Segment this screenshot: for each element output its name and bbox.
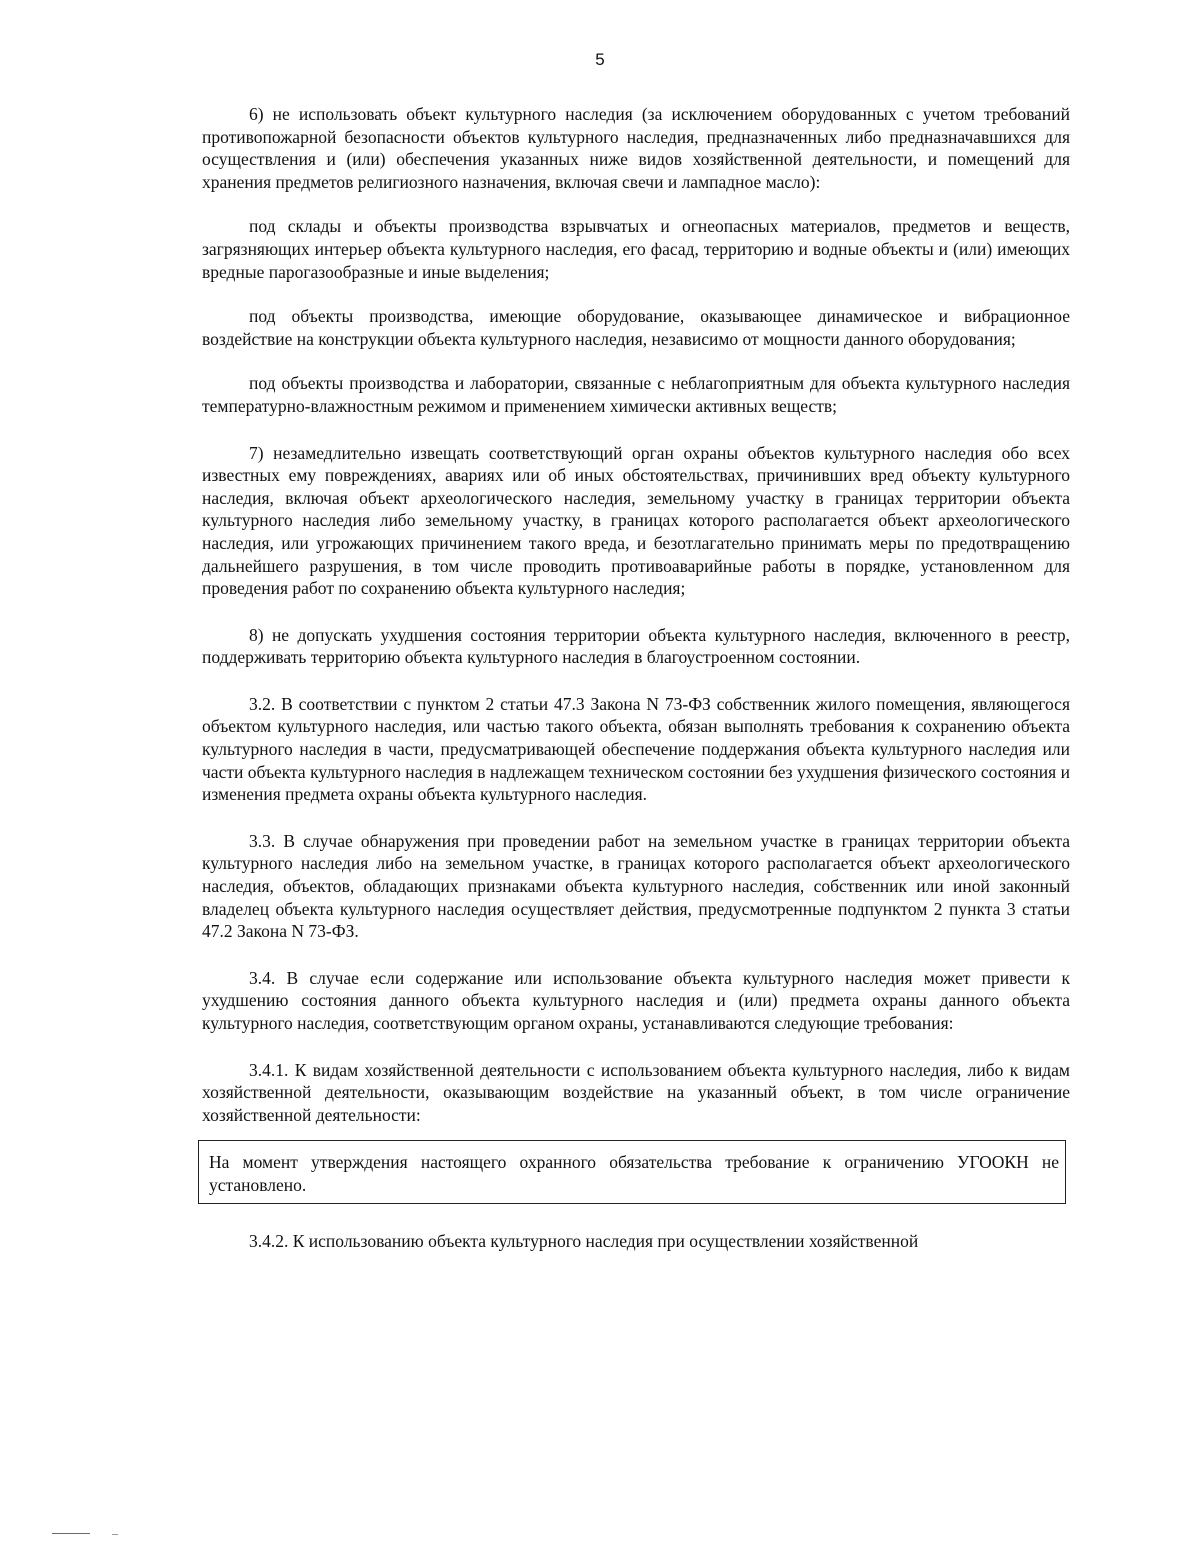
notice-box — [198, 1140, 1066, 1203]
paragraph-item-8: 8) не допускать ухудшения состояния территории объекта культурного наследия, включенного в реестр, поддерживать территорию объекта культурного наследия в благоустроенном состоянии. — [202, 624, 1070, 668]
document-body — [202, 103, 1070, 1274]
scan-artifact-line — [52, 1533, 90, 1534]
paragraph-3-2: 3.2. В соответствии с пунктом 2 статьи 47.3 Закона N 73-ФЗ собственник жилого помещения, являющегося объектом культурного наследия, или частью такого объекта, обязан выполнять требования к сохранению объекта культурного наследия в части, предусматривающей обеспечение поддержания объекта культурного наследия или части объекта культурного наследия в надлежащем техническом состоянии без ухудшения физического состояния и изменения предмета охраны объекта культурного наследия. — [202, 693, 1070, 805]
paragraph-item-6: 6) не использовать объект культурного наследия (за исключением оборудованных с учетом требований противопожарной безопасности объектов культурного наследия, предназначенных либо предназначавшихся для осуществления и (или) обеспечения указанных ниже видов хозяйственной деятельности, и помещений для хранения предметов религиозного назначения, включая свечи и лампадное масло): — [202, 104, 1070, 192]
paragraph-3-4-2: 3.4.2. К использованию объекта культурного наследия при осуществлении хозяйственной — [249, 1230, 919, 1251]
paragraph-3-4-1: 3.4.1. К видам хозяйственной деятельности с использованием объекта культурного наследия, либо к видам хозяйственной деятельности, оказывающим воздействие на указанный объект, в том числе ограничение хозяйственной деятельности: — [202, 1059, 1070, 1125]
page-number: 5 — [595, 50, 605, 69]
paragraph-3-3: 3.3. В случае обнаружения при проведении работ на земельном участке в границах территории объекта культурного наследия либо на земельном участке, в границах которого располагается объект археологического наследия, объектов, обладающих признаками объекта культурного наследия, собственник или иной законный владелец объекта культурного наследия осуществляет действия, предусмотренные подпунктом 2 пункта 3 статьи 47.2 Закона N 73-ФЗ. — [202, 830, 1070, 942]
notice-text: На момент утверждения настоящего охранного обязательства требование к ограничению УГООКН не установлено. — [209, 1152, 1059, 1195]
paragraph-item-7: 7) незамедлительно извещать соответствующий орган охраны объектов культурного наследия обо всех известных ему повреждениях, авариях или об иных обстоятельствах, причинивших вред объекту культурного наследия, включая объект археологического наследия, земельному участку в границах территории объекта культурного наследия либо земельному участку, в границах которого располагается объект археологического наследия, или угрожающих причинением такого вреда, и безотлагательно принимать меры по предотвращению дальнейшего разрушения, в том числе проводить противоаварийные работы в порядке, установленном для проведения работ по сохранению объекта культурного наследия; — [202, 442, 1070, 599]
scan-artifact-dot — [112, 1534, 118, 1535]
paragraph-laboratories: под объекты производства и лаборатории, связанные с неблагоприятным для объекта культурного наследия температурно-влажностным режимом и применением химически активных веществ; — [202, 373, 1070, 416]
paragraph-3-4: 3.4. В случае если содержание или использование объекта культурного наследия может привести к ухудшению состояния данного объекта культурного наследия и (или) предмета охраны данного объекта культурного наследия, соответствующим органом охраны, устанавливаются следующие требования: — [202, 967, 1070, 1033]
paragraph-warehouses: под склады и объекты производства взрывчатых и огнеопасных материалов, предметов и веществ, загрязняющих интерьер объекта культурного наследия, его фасад, территорию и водные объекты и (или) имеющих вредные парогазообразные и иные выделения; — [202, 216, 1070, 282]
paragraph-production-vibration: под объекты производства, имеющие оборудование, оказывающее динамическое и вибрационное воздействие на конструкции объекта культурного наследия, независимо от мощности данного оборудования; — [202, 306, 1070, 349]
